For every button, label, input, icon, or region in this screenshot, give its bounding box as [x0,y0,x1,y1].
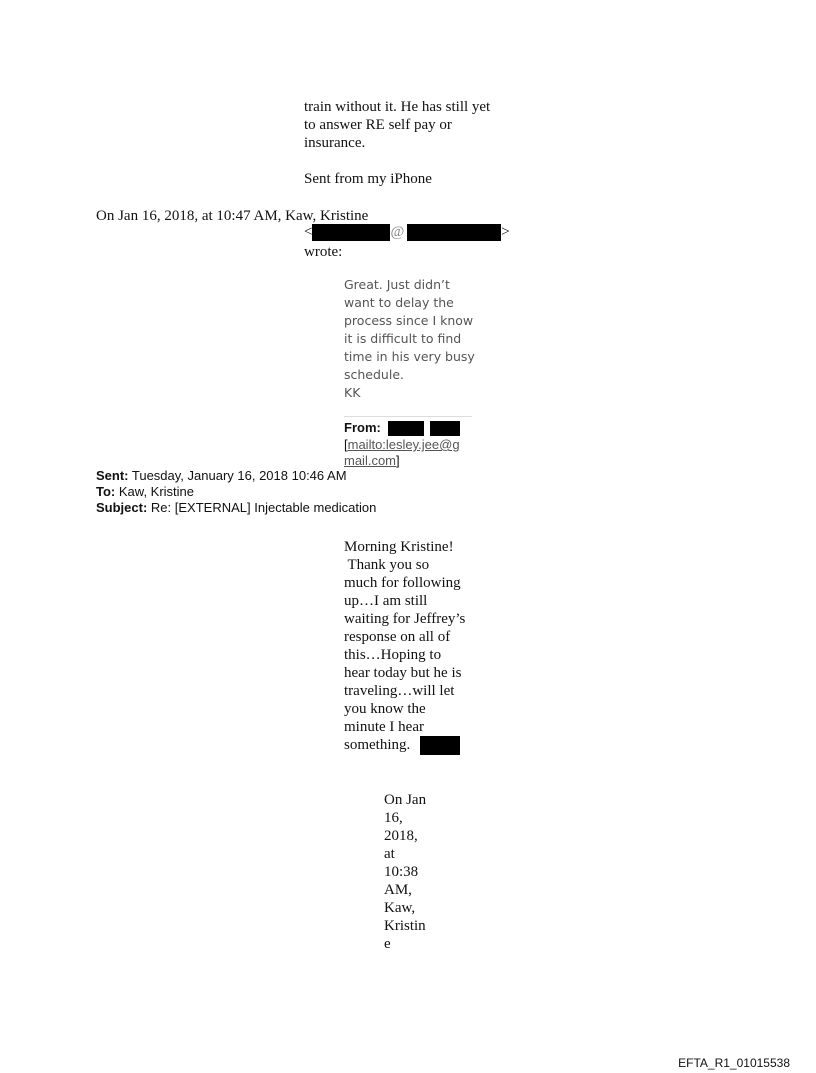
redaction-box [407,224,501,241]
quote-line: Kaw, [384,900,416,916]
open-square-bracket: [ [344,437,348,452]
message-line: insurance. [304,135,366,151]
sent-value: Tuesday, January 16, 2018 10:46 AM [131,468,347,483]
message-line: want to delay the [344,295,454,310]
redaction-box [388,421,424,436]
quote-line: On Jan [384,792,427,808]
message-line: minute I hear [344,719,424,735]
close-square-bracket: ] [396,453,400,468]
header-divider [344,416,472,417]
message-line: much for following [344,575,461,591]
nested-quote [384,791,426,953]
to-label: To: [96,484,116,499]
message-line: KK [344,385,361,400]
subject-label: Subject: [96,500,148,515]
from-line [344,420,460,436]
open-bracket: < [304,224,313,240]
quote-line: 10:38 [384,864,419,880]
mailto-link-continued[interactable]: mail.com [344,453,397,468]
message-line: train without it. He has still yet [304,99,491,115]
message-line: Great. Just didn’t [344,277,450,292]
mailto-line [344,453,460,469]
sent-from-iphone: Sent from my iPhone [304,171,432,187]
sent-label: Sent: [96,468,129,483]
quote-header-line: On Jan 16, 2018, at 10:47 AM, Kaw, Kristine [96,208,369,224]
quote-line: AM, [384,882,412,898]
quote-line: Kristin [384,918,426,934]
mailto-link[interactable]: mailto:lesley.jee@g [347,437,460,452]
quote-line: at [384,846,395,862]
message-line: schedule. [344,367,404,382]
quote-line: 16, [384,810,403,826]
message-line: waiting for Jeffrey’s [344,611,466,627]
message-line: to answer RE self pay or [304,117,452,133]
subject-value: Re: [EXTERNAL] Injectable medication [150,500,377,515]
message-line: it is difficult to find [344,331,462,346]
message-line: process since I know [344,313,474,328]
to-line [96,484,194,500]
message-line: response on all of [344,629,451,645]
message-line: up…I am still [344,593,428,609]
reply-message [344,538,465,755]
wrote-label: wrote: [304,244,343,260]
message-line: hear today but he is [344,665,462,681]
quote-line: e [384,936,391,952]
message-line: you know the [344,701,426,717]
redaction-box [430,421,460,436]
quote-line: 2018, [384,828,418,844]
message-last-line: something. [344,737,411,753]
from-label: From: [344,420,381,435]
subject-line [96,500,376,516]
redaction-box [420,736,460,755]
document-id: EFTA_R1_01015538 [678,1056,790,1070]
message-line [344,736,465,755]
top-message [304,98,490,152]
kk-message [344,276,475,402]
sent-line [96,468,347,484]
mailto-line [344,437,460,453]
message-line: time in his very busy [344,349,475,364]
to-value: Kaw, Kristine [118,484,195,499]
sender-email [304,223,510,241]
message-line: Morning Kristine! [344,539,454,555]
redaction-box [312,224,390,241]
message-line: Thank you so [344,557,430,573]
mailto-block [344,437,460,469]
close-bracket: > [501,224,510,240]
message-line: traveling…will let [344,683,455,699]
at-sign: @ [390,224,405,240]
message-line: this…Hoping to [344,647,442,663]
